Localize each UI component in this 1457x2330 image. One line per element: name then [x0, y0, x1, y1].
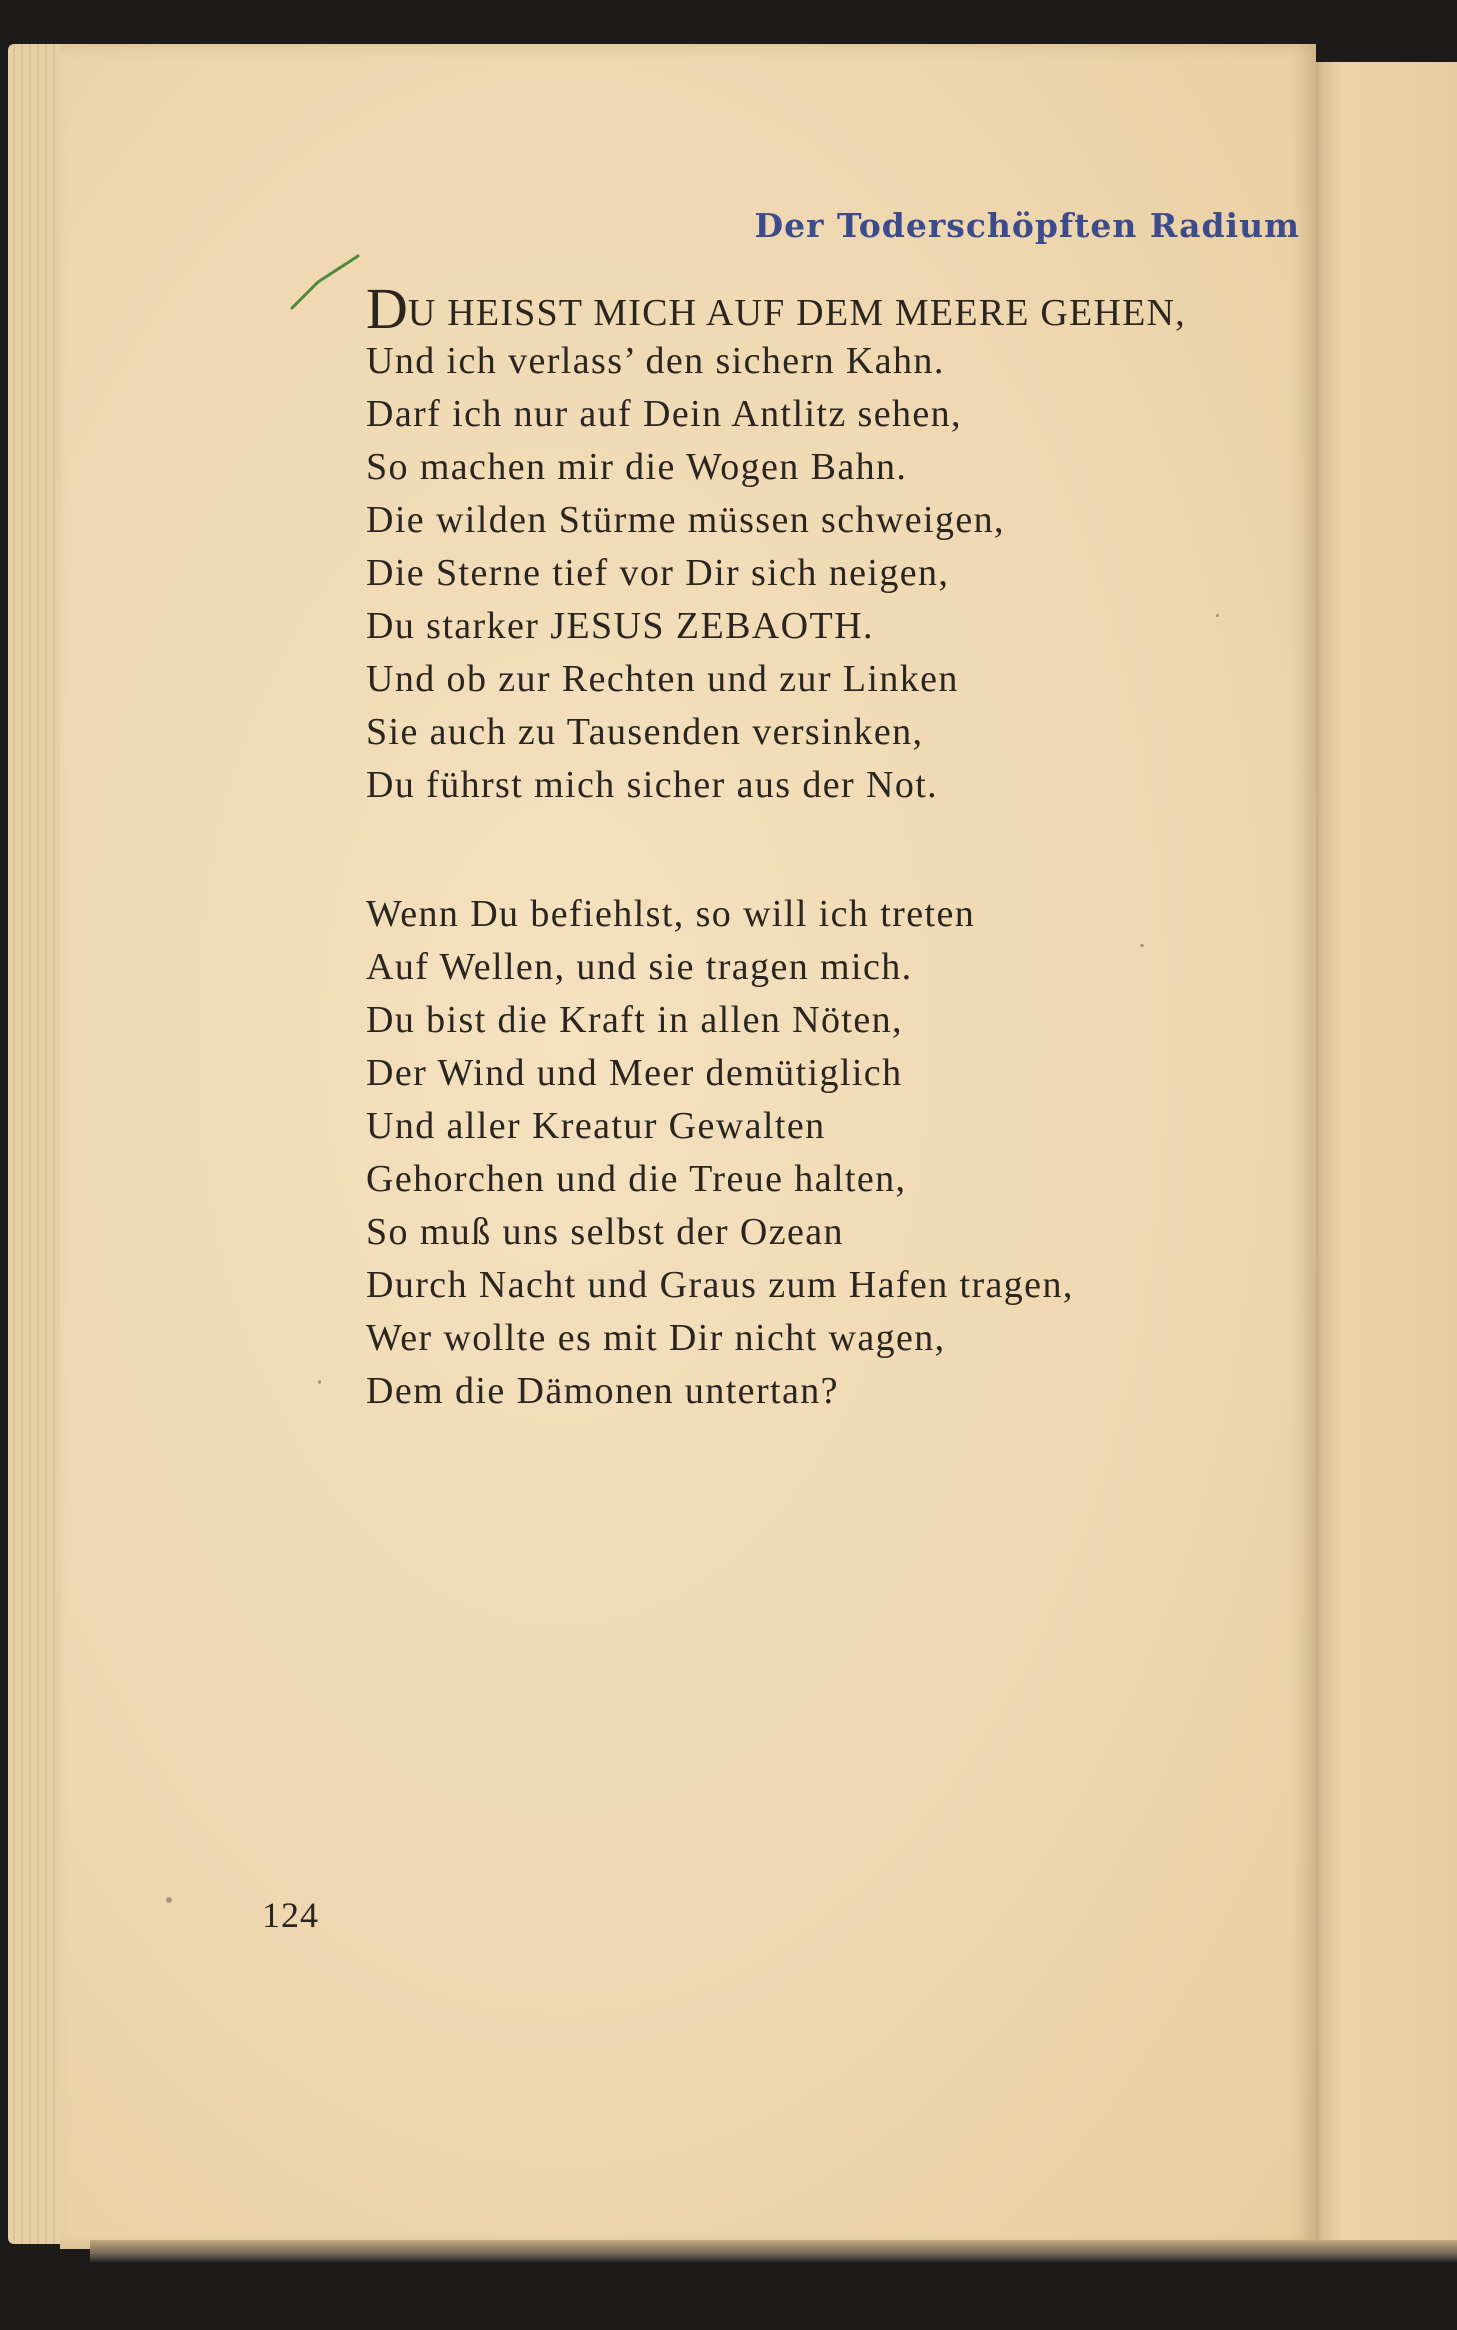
verse-line: Die wilden Stürme müssen schweigen, — [366, 499, 1005, 541]
paper-speck — [1140, 944, 1144, 947]
verse-line: Und aller Kreatur Gewalten — [366, 1105, 826, 1147]
pencil-check-mark — [288, 252, 368, 312]
paper-speck — [166, 1897, 172, 1903]
opening-line — [366, 276, 1186, 341]
paper-speck — [318, 1380, 321, 1384]
drop-initial: D — [366, 276, 408, 341]
stanza-1 — [366, 276, 1186, 812]
verse-line: Wenn Du befiehlst, so will ich treten — [366, 893, 976, 935]
verse-line: Du führst mich sicher aus der Not. — [366, 764, 939, 806]
verse-line: So muß uns selbst der Ozean — [366, 1211, 844, 1253]
paper-speck — [1216, 614, 1219, 617]
stanza-2 — [366, 888, 1074, 1418]
facing-page-edge — [1312, 62, 1457, 2242]
verse-line: Und ich verlass’ den sichern Kahn. — [366, 340, 945, 382]
verse-line: So machen mir die Wogen Bahn. — [366, 446, 908, 488]
verse-line: Darf ich nur auf Dein Antlitz sehen, — [366, 393, 962, 435]
verse-line: Die Sterne tief vor Dir sich neigen, — [366, 552, 950, 594]
verse-line: Wer wollte es mit Dir nicht wagen, — [366, 1317, 946, 1359]
verse-line: Gehorchen und die Treue halten, — [366, 1158, 907, 1200]
verse-line: Durch Nacht und Graus zum Hafen tragen, — [366, 1264, 1074, 1306]
verse-line: Und ob zur Rechten und zur Linken — [366, 658, 959, 700]
verse-line: Sie auch zu Tausenden versinken, — [366, 711, 924, 753]
verse-line: Der Wind und Meer demütiglich — [366, 1052, 903, 1094]
verse-line: Du bist die Kraft in allen Nöten, — [366, 999, 903, 1041]
running-header: Der Toderschöpften Radium — [754, 206, 1300, 245]
opening-line-rest: U HEISST MICH AUF DEM MEERE GEHEN, — [407, 292, 1186, 334]
verse-line: Du starker JESUS ZEBAOTH. — [366, 605, 874, 647]
verse-line: Dem die Dämonen untertan? — [366, 1370, 839, 1412]
page-number: 124 — [262, 1895, 319, 1935]
book-bottom-edge — [90, 2240, 1457, 2262]
verse-line: Auf Wellen, und sie tragen mich. — [366, 946, 913, 988]
